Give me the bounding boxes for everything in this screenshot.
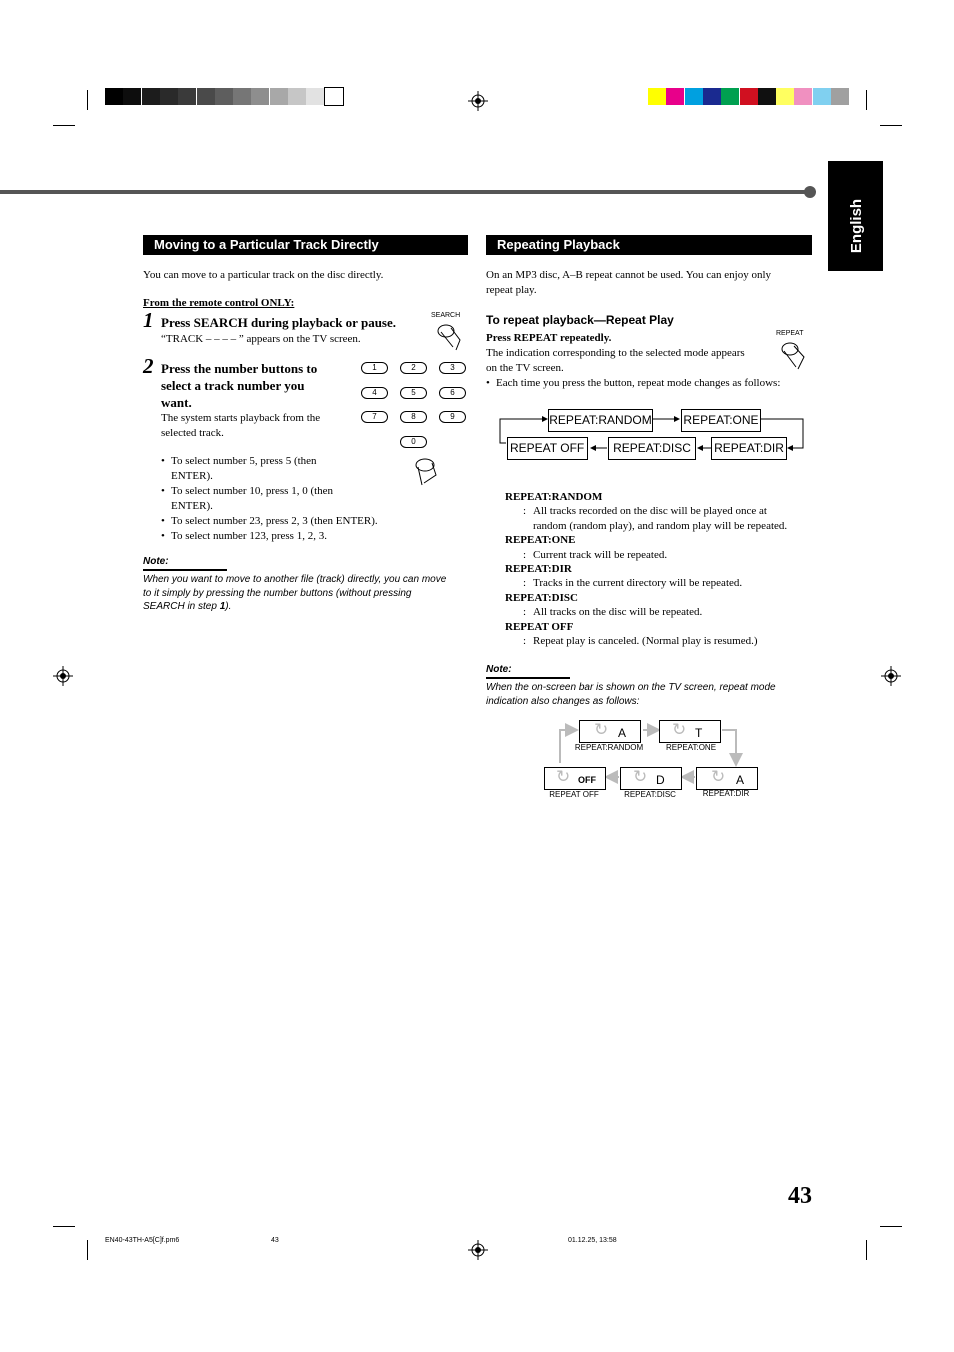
crop-mark (866, 1240, 867, 1260)
intro-line: On an MP3 disc, A–B repeat cannot be used. You can enjoy only (486, 269, 772, 281)
number-button-5: 5 (400, 387, 427, 399)
color-swatch (776, 88, 794, 105)
step2-title-line: select a track number you (161, 378, 305, 393)
onscreen-label-one: REPEAT:ONE (665, 743, 717, 752)
list-item: • To select number 10, press 1, 0 (then ENTER). (161, 484, 461, 514)
color-swatch (197, 88, 215, 105)
onscreen-indicator-off (544, 767, 606, 790)
color-swatch (758, 88, 776, 105)
crop-mark (880, 125, 902, 126)
intro-text: You can move to a particular track on the disc directly. (143, 269, 384, 281)
mode-desc-line: Repeat play is canceled. (Normal play is resumed.) (533, 635, 758, 648)
color-swatch (105, 88, 123, 105)
color-swatch (142, 88, 160, 105)
color-swatch (160, 88, 178, 105)
number-button-4: 4 (361, 387, 388, 399)
list-item-text: To select number 5, press 5 (then (171, 455, 317, 467)
note-label: Note: (486, 664, 512, 675)
note-line: indication also changes as follows: (486, 695, 640, 707)
mode-desc: : All tracks on the disc will be repeated. (505, 605, 815, 619)
crop-mark (866, 90, 867, 110)
note-step-ref: 1 (219, 601, 226, 612)
number-button-1: 1 (361, 362, 388, 374)
number-button-6: 6 (439, 387, 466, 399)
repeat-icon: ↻ (672, 720, 687, 739)
language-tab-label: English (848, 198, 865, 254)
onscreen-label-disc: REPEAT:DISC (624, 790, 676, 799)
color-swatch (178, 88, 196, 105)
number-button-8: 8 (400, 411, 427, 423)
repeat-icon: ↻ (594, 720, 609, 739)
step2-title (161, 360, 317, 411)
color-swatch (794, 88, 812, 105)
step-number: 2 (143, 354, 154, 378)
mode-desc-line: All tracks recorded on the disc will be played once at (533, 505, 767, 518)
list-item-text: To select number 10, press 1, 0 (then (171, 485, 334, 497)
registration-mark-icon (881, 666, 901, 686)
onscreen-indicator-dir (696, 767, 758, 790)
mode-term: REPEAT:ONE (505, 534, 576, 547)
crop-mark (53, 1226, 75, 1227)
color-swatch (721, 88, 739, 105)
search-button-label: SEARCH (431, 312, 461, 319)
step2-desc-line: selected track. (161, 427, 224, 439)
note-fragment: SEARCH in step (143, 601, 220, 612)
remote-only-label: From the remote control ONLY: (143, 297, 295, 309)
step1-desc: “TRACK – – – – ” appears on the TV screen. (161, 333, 361, 345)
step2-title-line: Press the number buttons to (161, 361, 318, 376)
number-button-7: 7 (361, 411, 388, 423)
mode-term: REPEAT OFF (505, 620, 574, 633)
desc-line: on the TV screen. (486, 362, 564, 374)
section-header-repeat: Repeating Playback (486, 235, 812, 255)
color-swatch (648, 88, 666, 105)
number-button-9: 9 (439, 411, 466, 423)
color-swatch (288, 88, 306, 105)
color-swatch (666, 88, 684, 105)
mode-desc: : Repeat play is canceled. (Normal play is resumed.) (505, 634, 815, 648)
rule-end-dot (804, 186, 816, 198)
mode-desc-line: random (random play), and random play will be repeated. (533, 519, 788, 532)
step2-desc (161, 411, 320, 441)
press-repeat-hand-icon (778, 339, 806, 371)
color-swatch (306, 88, 324, 105)
mode-desc: : Current track will be repeated. (505, 548, 815, 562)
press-search-hand-icon (436, 322, 462, 354)
onscreen-label-off: REPEAT OFF (549, 790, 599, 799)
cycle-box-one: REPEAT:ONE (681, 409, 761, 432)
cycle-box-random: REPEAT:RANDOM (548, 409, 653, 432)
list-item: • Each time you press the button, repeat mode changes as follows: (486, 377, 781, 389)
list-item-text: ENTER). (171, 470, 213, 482)
step-number: 1 (143, 308, 154, 332)
indicator-letter: A (736, 773, 745, 787)
color-swatch (123, 88, 141, 105)
note-fragment: ). (225, 601, 232, 612)
mode-term: REPEAT:DISC (505, 591, 578, 604)
mode-term: REPEAT:RANDOM (505, 491, 603, 503)
number-button-3: 3 (439, 362, 466, 374)
list-item: • To select number 23, press 2, 3 (then ENTER). (161, 514, 461, 529)
note-line: When the on-screen bar is shown on the TV screen, repeat mode (486, 682, 776, 693)
onscreen-indicator-random (579, 720, 641, 743)
footer-filename: EN40-43TH-A5[C]f.pm6 (105, 1237, 180, 1244)
subhead-repeat-play: To repeat playback—Repeat Play (486, 313, 674, 327)
mode-desc-line: Tracks in the current directory will be repeated. (533, 577, 743, 590)
mode-definitions (505, 490, 815, 648)
color-swatch (740, 88, 758, 105)
indicator-letter: A (618, 726, 627, 740)
press-repeat-instruction: Press REPEAT repeatedly. (486, 332, 612, 344)
number-button-0: 0 (400, 436, 427, 448)
list-item-text: Each time you press the button, repeat mode changes as follows: (496, 377, 781, 389)
section-header-track: Moving to a Particular Track Directly (143, 235, 468, 255)
registration-mark-icon (468, 91, 488, 111)
list-item-text: To select number 23, press 2, 3 (then ENTER). (171, 515, 378, 527)
repeat-icon: ↻ (633, 767, 648, 786)
color-swatch (685, 88, 703, 105)
repeat-desc (486, 346, 780, 391)
color-swatch (270, 88, 288, 105)
language-tab (828, 161, 883, 271)
note-rule (486, 677, 570, 679)
number-button-2: 2 (400, 362, 427, 374)
list-item: • To select number 5, press 5 (then ENTER). (161, 454, 461, 484)
color-swatch (325, 88, 343, 105)
crop-mark (87, 1240, 88, 1260)
cycle-box-dir: REPEAT:DIR (711, 437, 787, 460)
repeat-icon: ↻ (711, 767, 726, 786)
page-number: 43 (788, 1183, 812, 1209)
note-text (486, 681, 811, 708)
indicator-letter: D (656, 773, 665, 787)
list-item: • To select number 123, press 1, 2, 3. (161, 529, 461, 544)
step2-desc-line: The system starts playback from the (161, 412, 321, 424)
footer-page: 43 (271, 1237, 279, 1244)
mode-desc: : All tracks recorded on the disc will be played once at random (random play), and random play will be repeated. (505, 504, 815, 533)
color-swatch (233, 88, 251, 105)
top-rule (0, 190, 808, 194)
note-label: Note: (143, 556, 169, 567)
color-swatch (251, 88, 269, 105)
cycle-box-off: REPEAT OFF (507, 437, 588, 460)
crop-mark (53, 125, 75, 126)
desc-line: The indication corresponding to the selected mode appears (486, 347, 745, 359)
footer-date: 01.12.25, 13:58 (568, 1237, 617, 1244)
onscreen-label-random: REPEAT:RANDOM (574, 743, 644, 752)
indicator-letter: T (695, 726, 703, 740)
note-line: When you want to move to another file (track) directly, you can move (143, 574, 447, 585)
list-item-text: ENTER). (171, 500, 213, 512)
color-swatch (831, 88, 849, 105)
onscreen-label-dir: REPEAT:DIR (702, 789, 750, 798)
examples-list (161, 454, 461, 544)
note-rule (143, 569, 227, 571)
mode-term: REPEAT:DIR (505, 563, 572, 576)
crop-mark (880, 1226, 902, 1227)
intro-line: repeat play. (486, 284, 537, 296)
indicator-letter: OFF (578, 775, 596, 785)
step1-title: Press SEARCH during playback or pause. (161, 315, 397, 330)
repeat-button-label: REPEAT (776, 330, 804, 337)
repeat-icon: ↻ (556, 767, 571, 786)
note-line: to it simply by pressing the number buttons (without pressing (143, 587, 412, 599)
onscreen-indicator-disc (620, 767, 682, 790)
note-line (143, 600, 468, 614)
note-text (143, 573, 468, 614)
color-swatch (703, 88, 721, 105)
cycle-box-disc: REPEAT:DISC (608, 437, 696, 460)
registration-mark-icon (53, 666, 73, 686)
crop-mark (87, 90, 88, 110)
list-item-text: To select number 123, press 1, 2, 3. (171, 530, 327, 542)
color-swatch (215, 88, 233, 105)
mode-desc: : Tracks in the current directory will be repeated. (505, 576, 815, 590)
color-swatch (813, 88, 831, 105)
mode-desc-line: Current track will be repeated. (533, 548, 668, 561)
repeat-intro (486, 268, 771, 298)
mode-desc-line: All tracks on the disc will be repeated. (533, 606, 703, 619)
step2-title-line: want. (161, 395, 192, 410)
registration-mark-icon (468, 1240, 488, 1260)
onscreen-indicator-one (659, 720, 721, 743)
